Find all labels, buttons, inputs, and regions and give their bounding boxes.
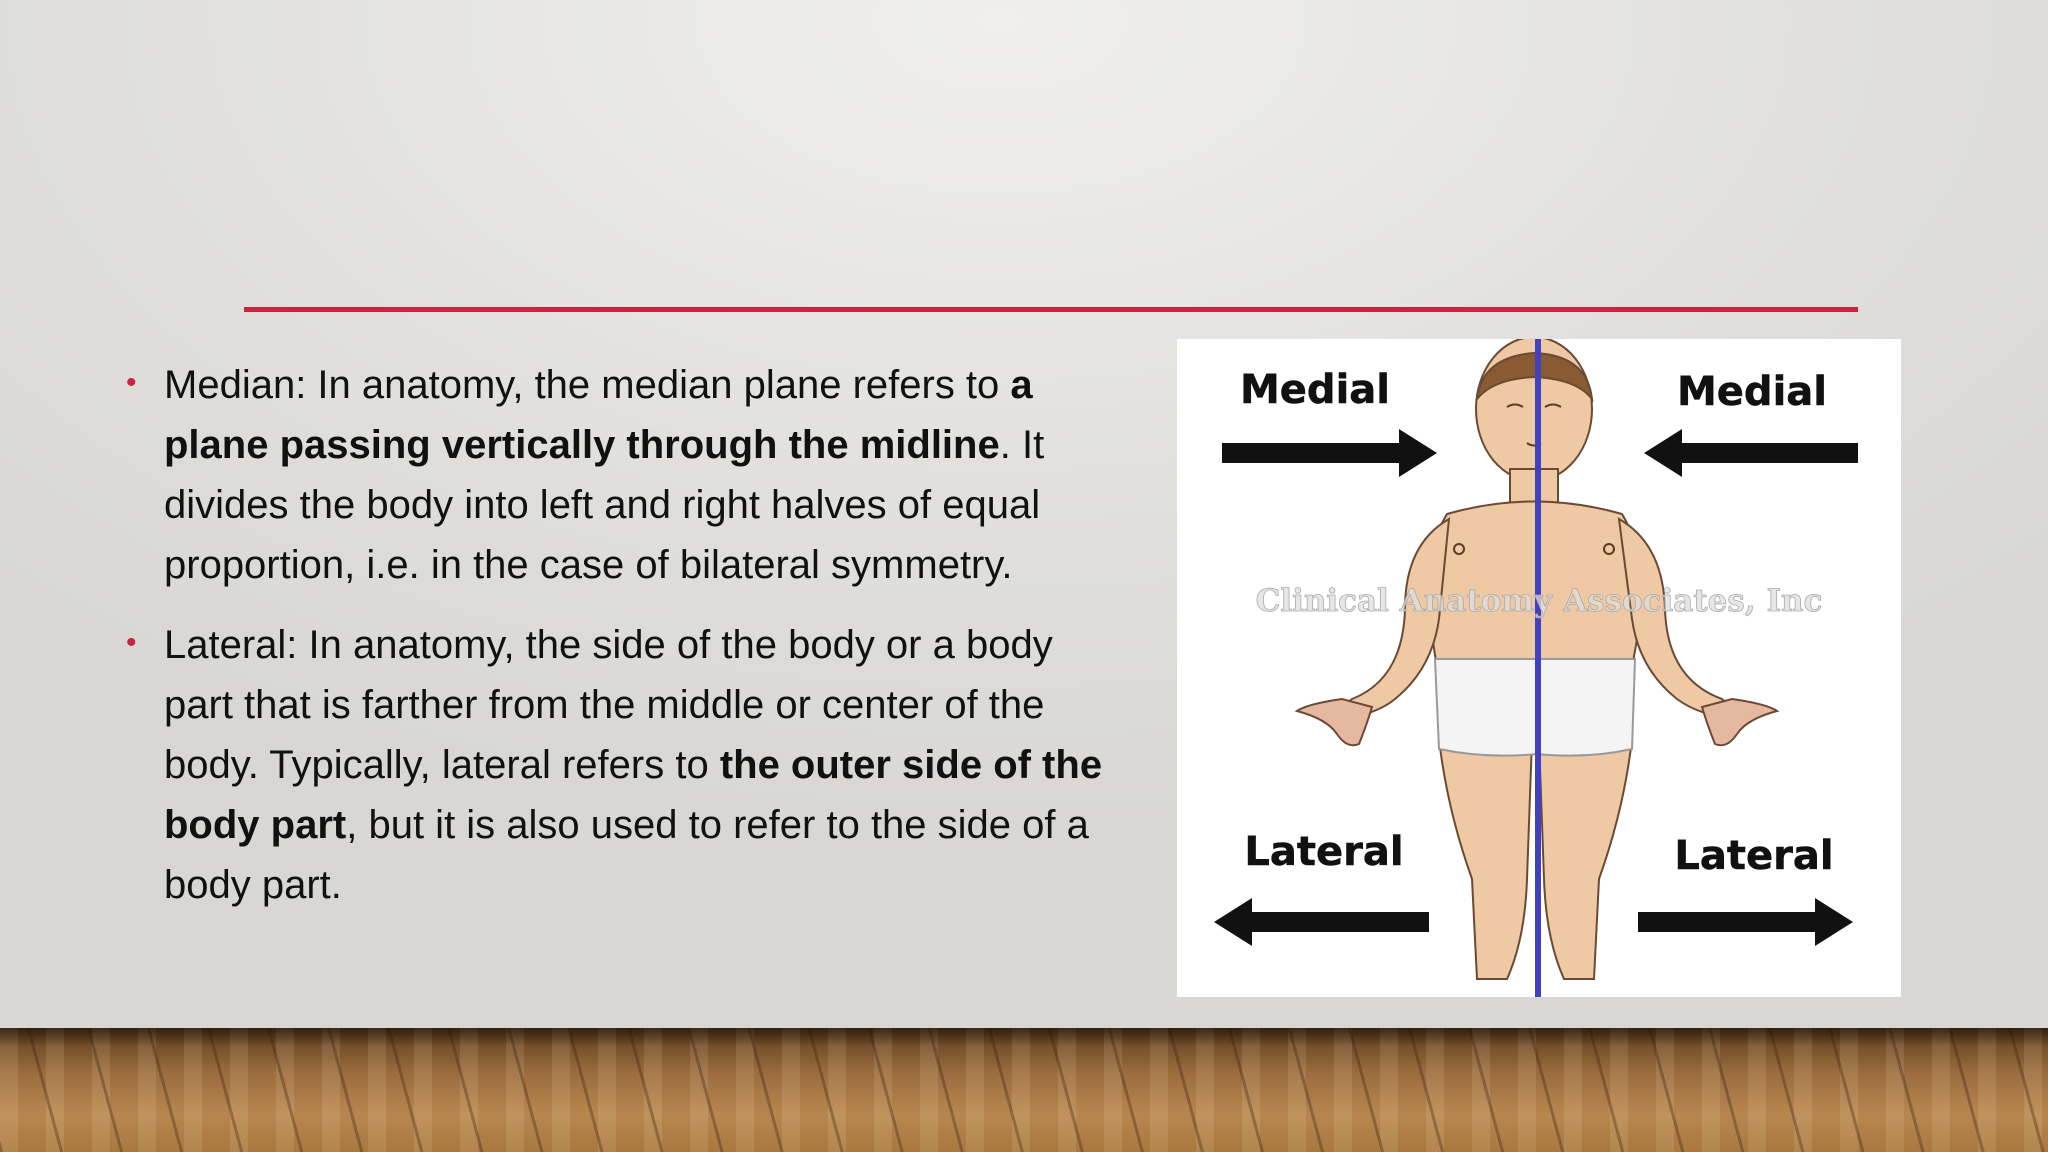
anatomy-figure xyxy=(1177,339,1901,997)
bullet-marker: • xyxy=(126,626,137,659)
anatomy-diagram xyxy=(1177,339,1901,997)
median-text-2: . It divides the body into left and right halves of equal proportion, i.e. in the case of bilateral symmetry. xyxy=(164,423,1045,587)
label-medial-right: Medial xyxy=(1677,369,1827,415)
label-lateral-left: Lateral xyxy=(1244,829,1404,875)
arrow-left-medial-icon xyxy=(1644,429,1858,477)
title-divider xyxy=(244,307,1858,312)
label-lateral-right: Lateral xyxy=(1674,833,1834,879)
median-text-bold: a plane passing vertically through the midline xyxy=(164,363,1033,467)
bullet-marker: • xyxy=(126,366,137,399)
watermark-text: Clinical Anatomy Associates, Inc xyxy=(1255,583,1823,619)
bullet-list xyxy=(120,355,1120,935)
arrow-right-medial-icon xyxy=(1222,429,1437,477)
lateral-text-bold: the outer side of the body part xyxy=(164,743,1103,847)
bullet-text xyxy=(164,363,1044,587)
lateral-text-1: Lateral: In anatomy, the side of the body or a body part that is farther from the middle or center of the body. Typically, lateral refers to xyxy=(164,623,1053,787)
median-text-1: Median: In anatomy, the median plane refers to xyxy=(164,363,1011,407)
arrow-right-lateral-icon xyxy=(1638,898,1853,946)
wood-floor xyxy=(0,1028,2048,1152)
arrow-left-lateral-icon xyxy=(1214,898,1429,946)
lateral-text-2: , but it is also used to refer to the side of a body part. xyxy=(164,803,1089,907)
bullet-lateral xyxy=(120,615,1120,915)
bullet-text xyxy=(164,623,1102,907)
label-medial-left: Medial xyxy=(1240,367,1390,413)
floor-shadow xyxy=(0,1028,2048,1046)
bullet-median xyxy=(120,355,1120,595)
